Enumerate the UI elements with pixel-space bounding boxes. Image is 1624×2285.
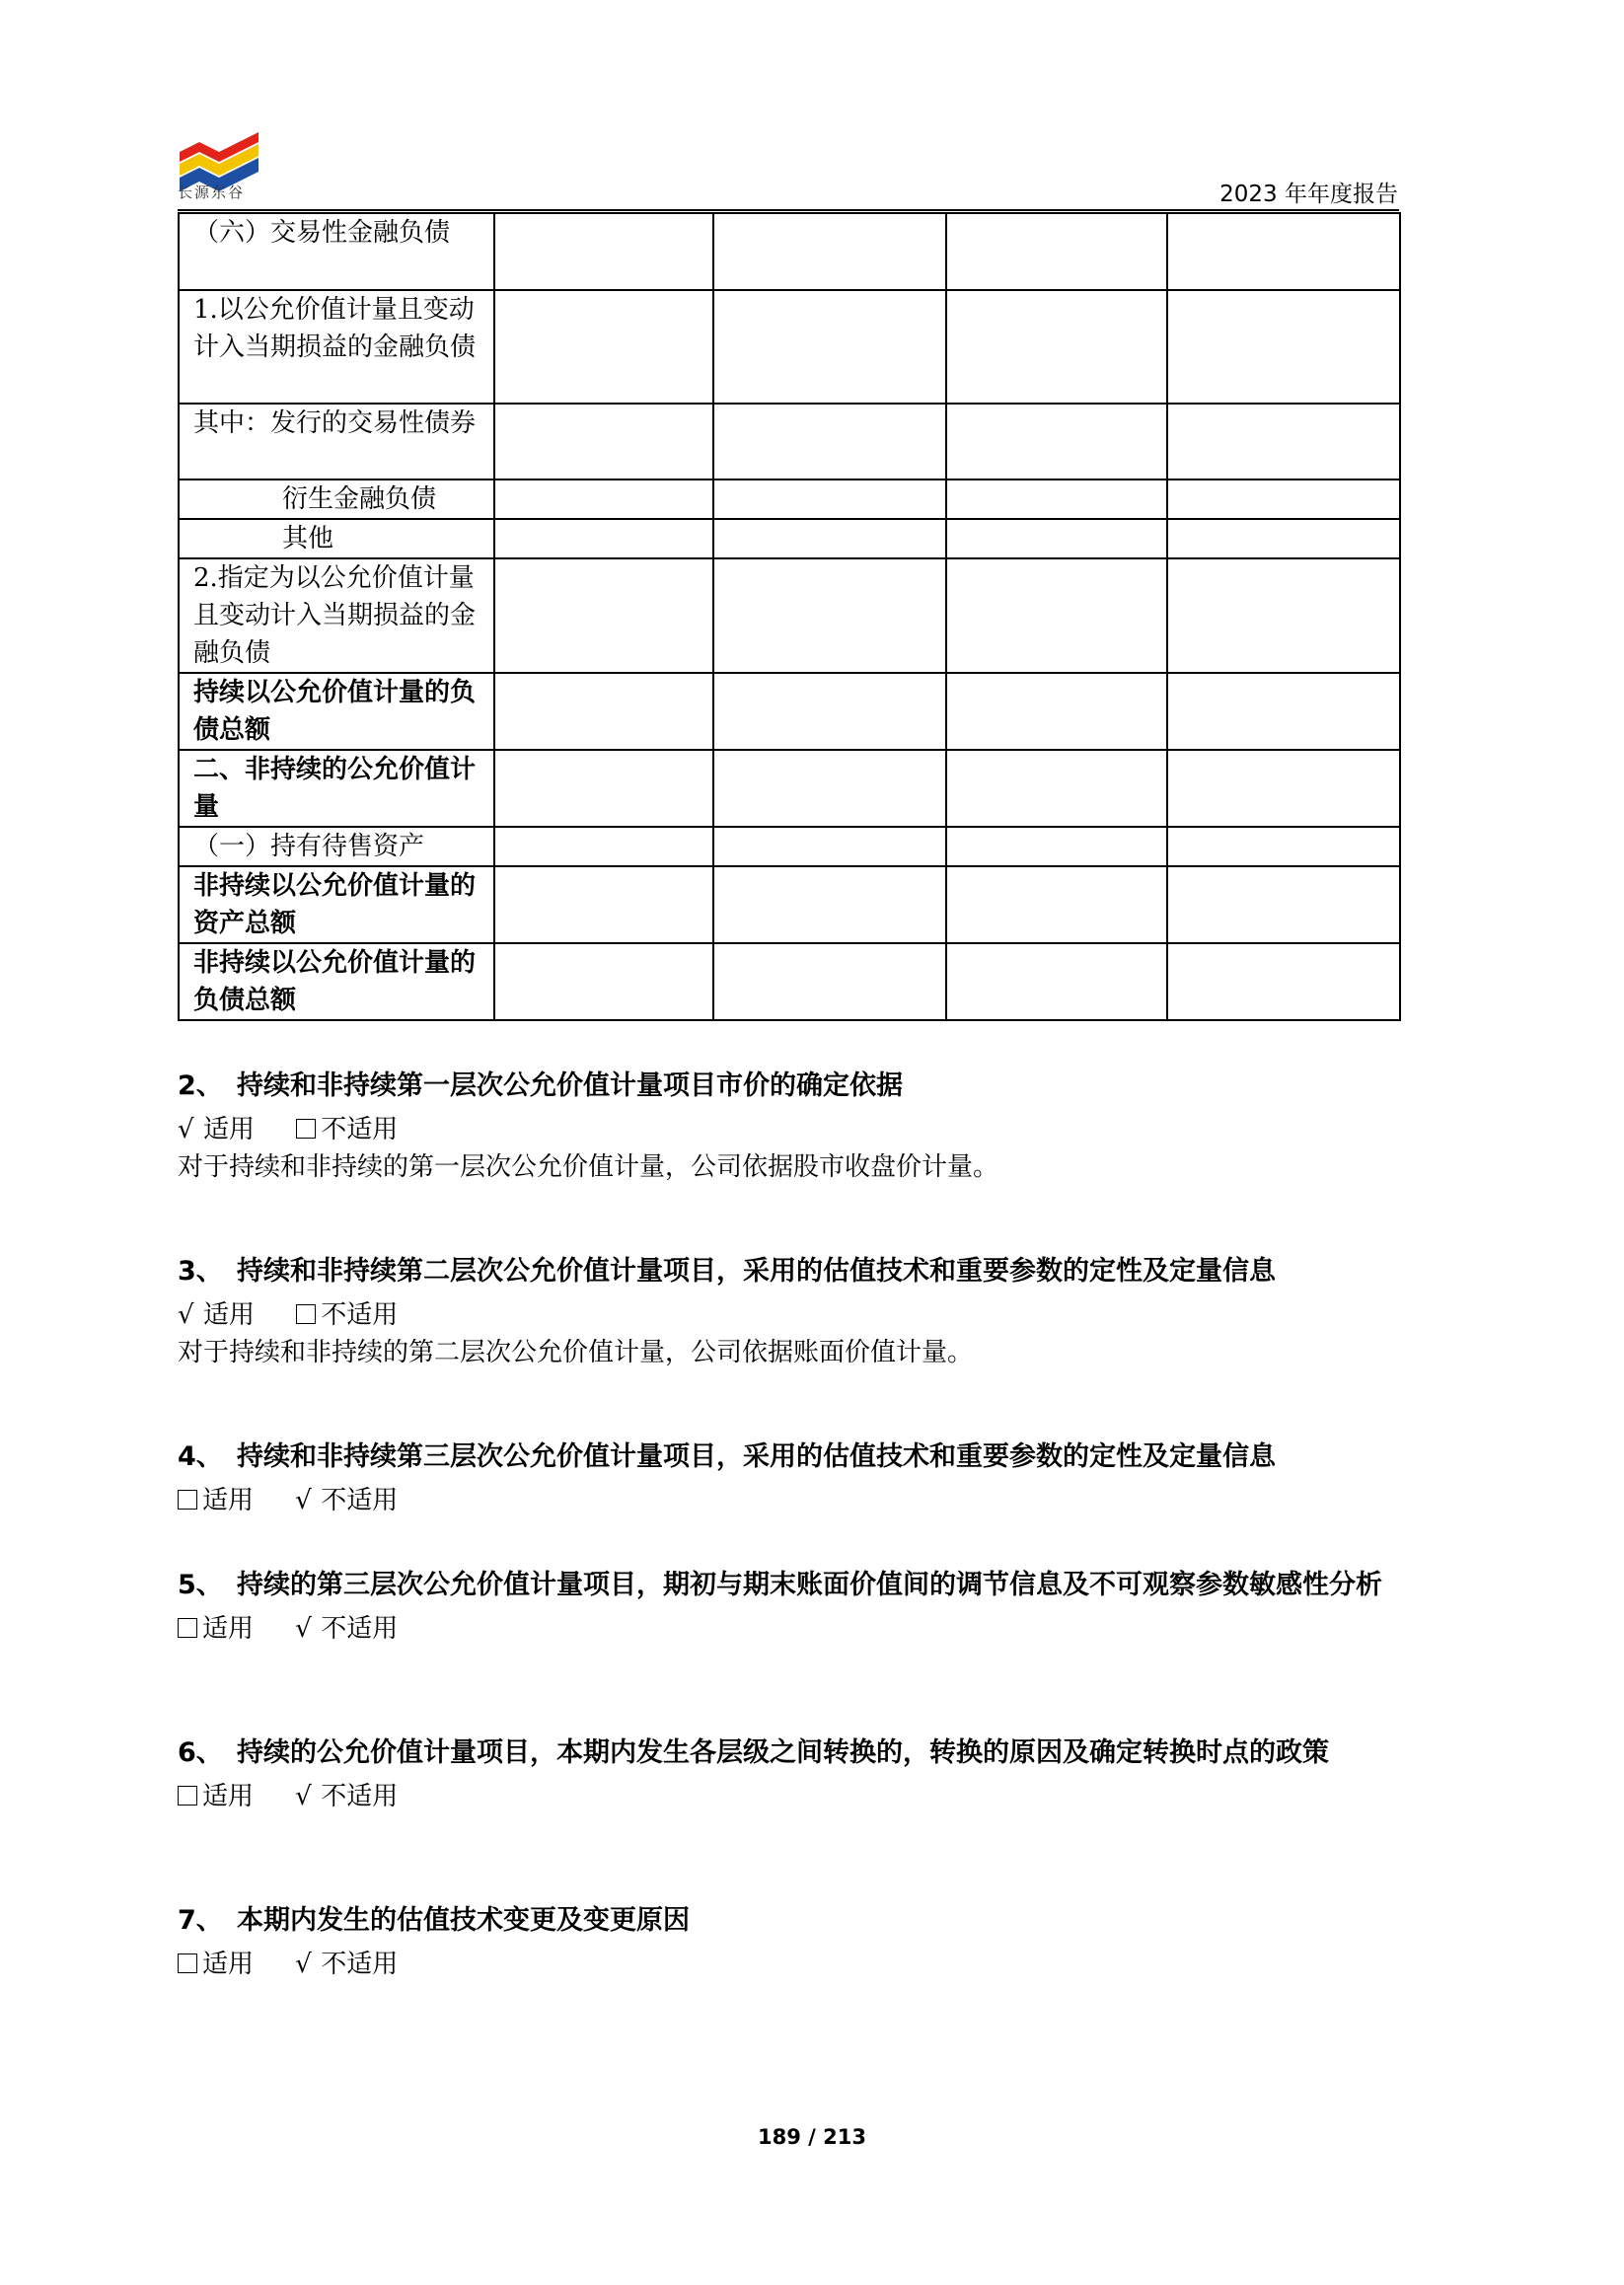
check-icon: √ — [178, 1115, 194, 1144]
check-icon: √ — [295, 1950, 312, 1979]
checkbox-icon — [178, 1953, 197, 1973]
header-divider — [178, 209, 1399, 211]
section-number: 7、 — [178, 1905, 223, 1936]
section-title: 持续和非持续第三层次公允价值计量项目，采用的估值技术和重要参数的定性及定量信息 — [237, 1441, 1276, 1472]
check-icon: √ — [295, 1614, 312, 1644]
table-row — [179, 479, 1400, 519]
option-applicable[interactable]: √ 适用 — [178, 1296, 255, 1334]
table-row — [179, 558, 1400, 673]
section-number: 5、 — [178, 1570, 223, 1600]
section-4 — [178, 1438, 1399, 1519]
section-title: 持续的公允价值计量项目，本期内发生各层级之间转换的，转换的原因及确定转换时点的政策 — [237, 1737, 1329, 1768]
option-not-applicable[interactable]: 不适用 — [296, 1296, 398, 1334]
section-6 — [178, 1734, 1399, 1815]
table-row — [179, 213, 1400, 290]
applicability-options — [178, 1946, 1399, 1983]
table-row — [179, 750, 1400, 827]
row-label: 二、非持续的公允价值计量 — [179, 750, 494, 827]
section-title: 本期内发生的估值技术变更及变更原因 — [237, 1905, 690, 1936]
section-2 — [178, 1068, 1399, 1186]
row-label: 衍生金融负债 — [179, 479, 494, 519]
table-row — [179, 404, 1400, 479]
section-title: 持续的第三层次公允价值计量项目，期初与期末账面价值间的调节信息及不可观察参数敏感性分析 — [237, 1570, 1382, 1600]
row-label: 2.指定为以公允价值计量且变动计入当期损益的金融负债 — [179, 558, 494, 673]
applicability-options — [178, 1610, 1399, 1648]
applicability-options — [178, 1482, 1399, 1519]
checkbox-icon — [296, 1119, 316, 1139]
applicability-options — [178, 1296, 1399, 1334]
applicability-options — [178, 1111, 1399, 1148]
applicability-options — [178, 1778, 1399, 1815]
row-label: 其中：发行的交易性债券 — [179, 404, 494, 479]
option-applicable[interactable]: 适用 — [178, 1778, 254, 1815]
section-3 — [178, 1253, 1399, 1371]
section-5 — [178, 1567, 1399, 1648]
section-number: 3、 — [178, 1256, 223, 1287]
option-not-applicable[interactable]: 不适用 — [296, 1111, 398, 1148]
page-number: 189 / 213 — [758, 2125, 866, 2149]
table-row — [179, 866, 1400, 943]
option-not-applicable[interactable]: √ 不适用 — [295, 1610, 398, 1648]
option-applicable[interactable]: 适用 — [178, 1946, 254, 1983]
row-label: 其他 — [179, 519, 494, 558]
report-title: 2023 年年度报告 — [1219, 182, 1398, 207]
section-title: 持续和非持续第二层次公允价值计量项目，采用的估值技术和重要参数的定性及定量信息 — [237, 1256, 1276, 1287]
row-label: （一）持有待售资产 — [179, 827, 494, 866]
section-number: 6、 — [178, 1737, 223, 1768]
option-not-applicable[interactable]: √ 不适用 — [295, 1778, 398, 1815]
table-row — [179, 943, 1400, 1020]
section-7 — [178, 1902, 1399, 1983]
option-not-applicable[interactable]: √ 不适用 — [295, 1482, 398, 1519]
checkbox-icon — [178, 1618, 197, 1638]
option-applicable[interactable]: 适用 — [178, 1482, 254, 1519]
checkbox-icon — [296, 1304, 316, 1324]
table-row — [179, 827, 1400, 866]
row-label: 1.以公允价值计量且变动计入当期损益的金融负债 — [179, 290, 494, 404]
row-label: 持续以公允价值计量的负债总额 — [179, 673, 494, 750]
section-title: 持续和非持续第一层次公允价值计量项目市价的确定依据 — [237, 1070, 903, 1101]
row-label: 非持续以公允价值计量的负债总额 — [179, 943, 494, 1020]
option-applicable[interactable]: √ 适用 — [178, 1111, 255, 1148]
table-row — [179, 673, 1400, 750]
section-text: 对于持续和非持续的第一层次公允价值计量，公司依据股市收盘价计量。 — [178, 1152, 999, 1182]
table-row — [179, 290, 1400, 404]
section-number: 2、 — [178, 1070, 223, 1101]
section-text: 对于持续和非持续的第二层次公允价值计量，公司依据账面价值计量。 — [178, 1338, 974, 1367]
row-label: 非持续以公允价值计量的资产总额 — [179, 866, 494, 943]
row-label: （六）交易性金融负债 — [179, 213, 494, 290]
section-number: 4、 — [178, 1441, 223, 1472]
fair-value-table — [178, 212, 1401, 1021]
check-icon: √ — [295, 1782, 312, 1811]
checkbox-icon — [178, 1490, 197, 1510]
option-applicable[interactable]: 适用 — [178, 1610, 254, 1648]
check-icon: √ — [178, 1300, 194, 1330]
check-icon: √ — [295, 1486, 312, 1515]
logo-text: 长源东谷 — [178, 184, 246, 201]
table-row — [179, 519, 1400, 558]
option-not-applicable[interactable]: √ 不适用 — [295, 1946, 398, 1983]
checkbox-icon — [178, 1786, 197, 1806]
